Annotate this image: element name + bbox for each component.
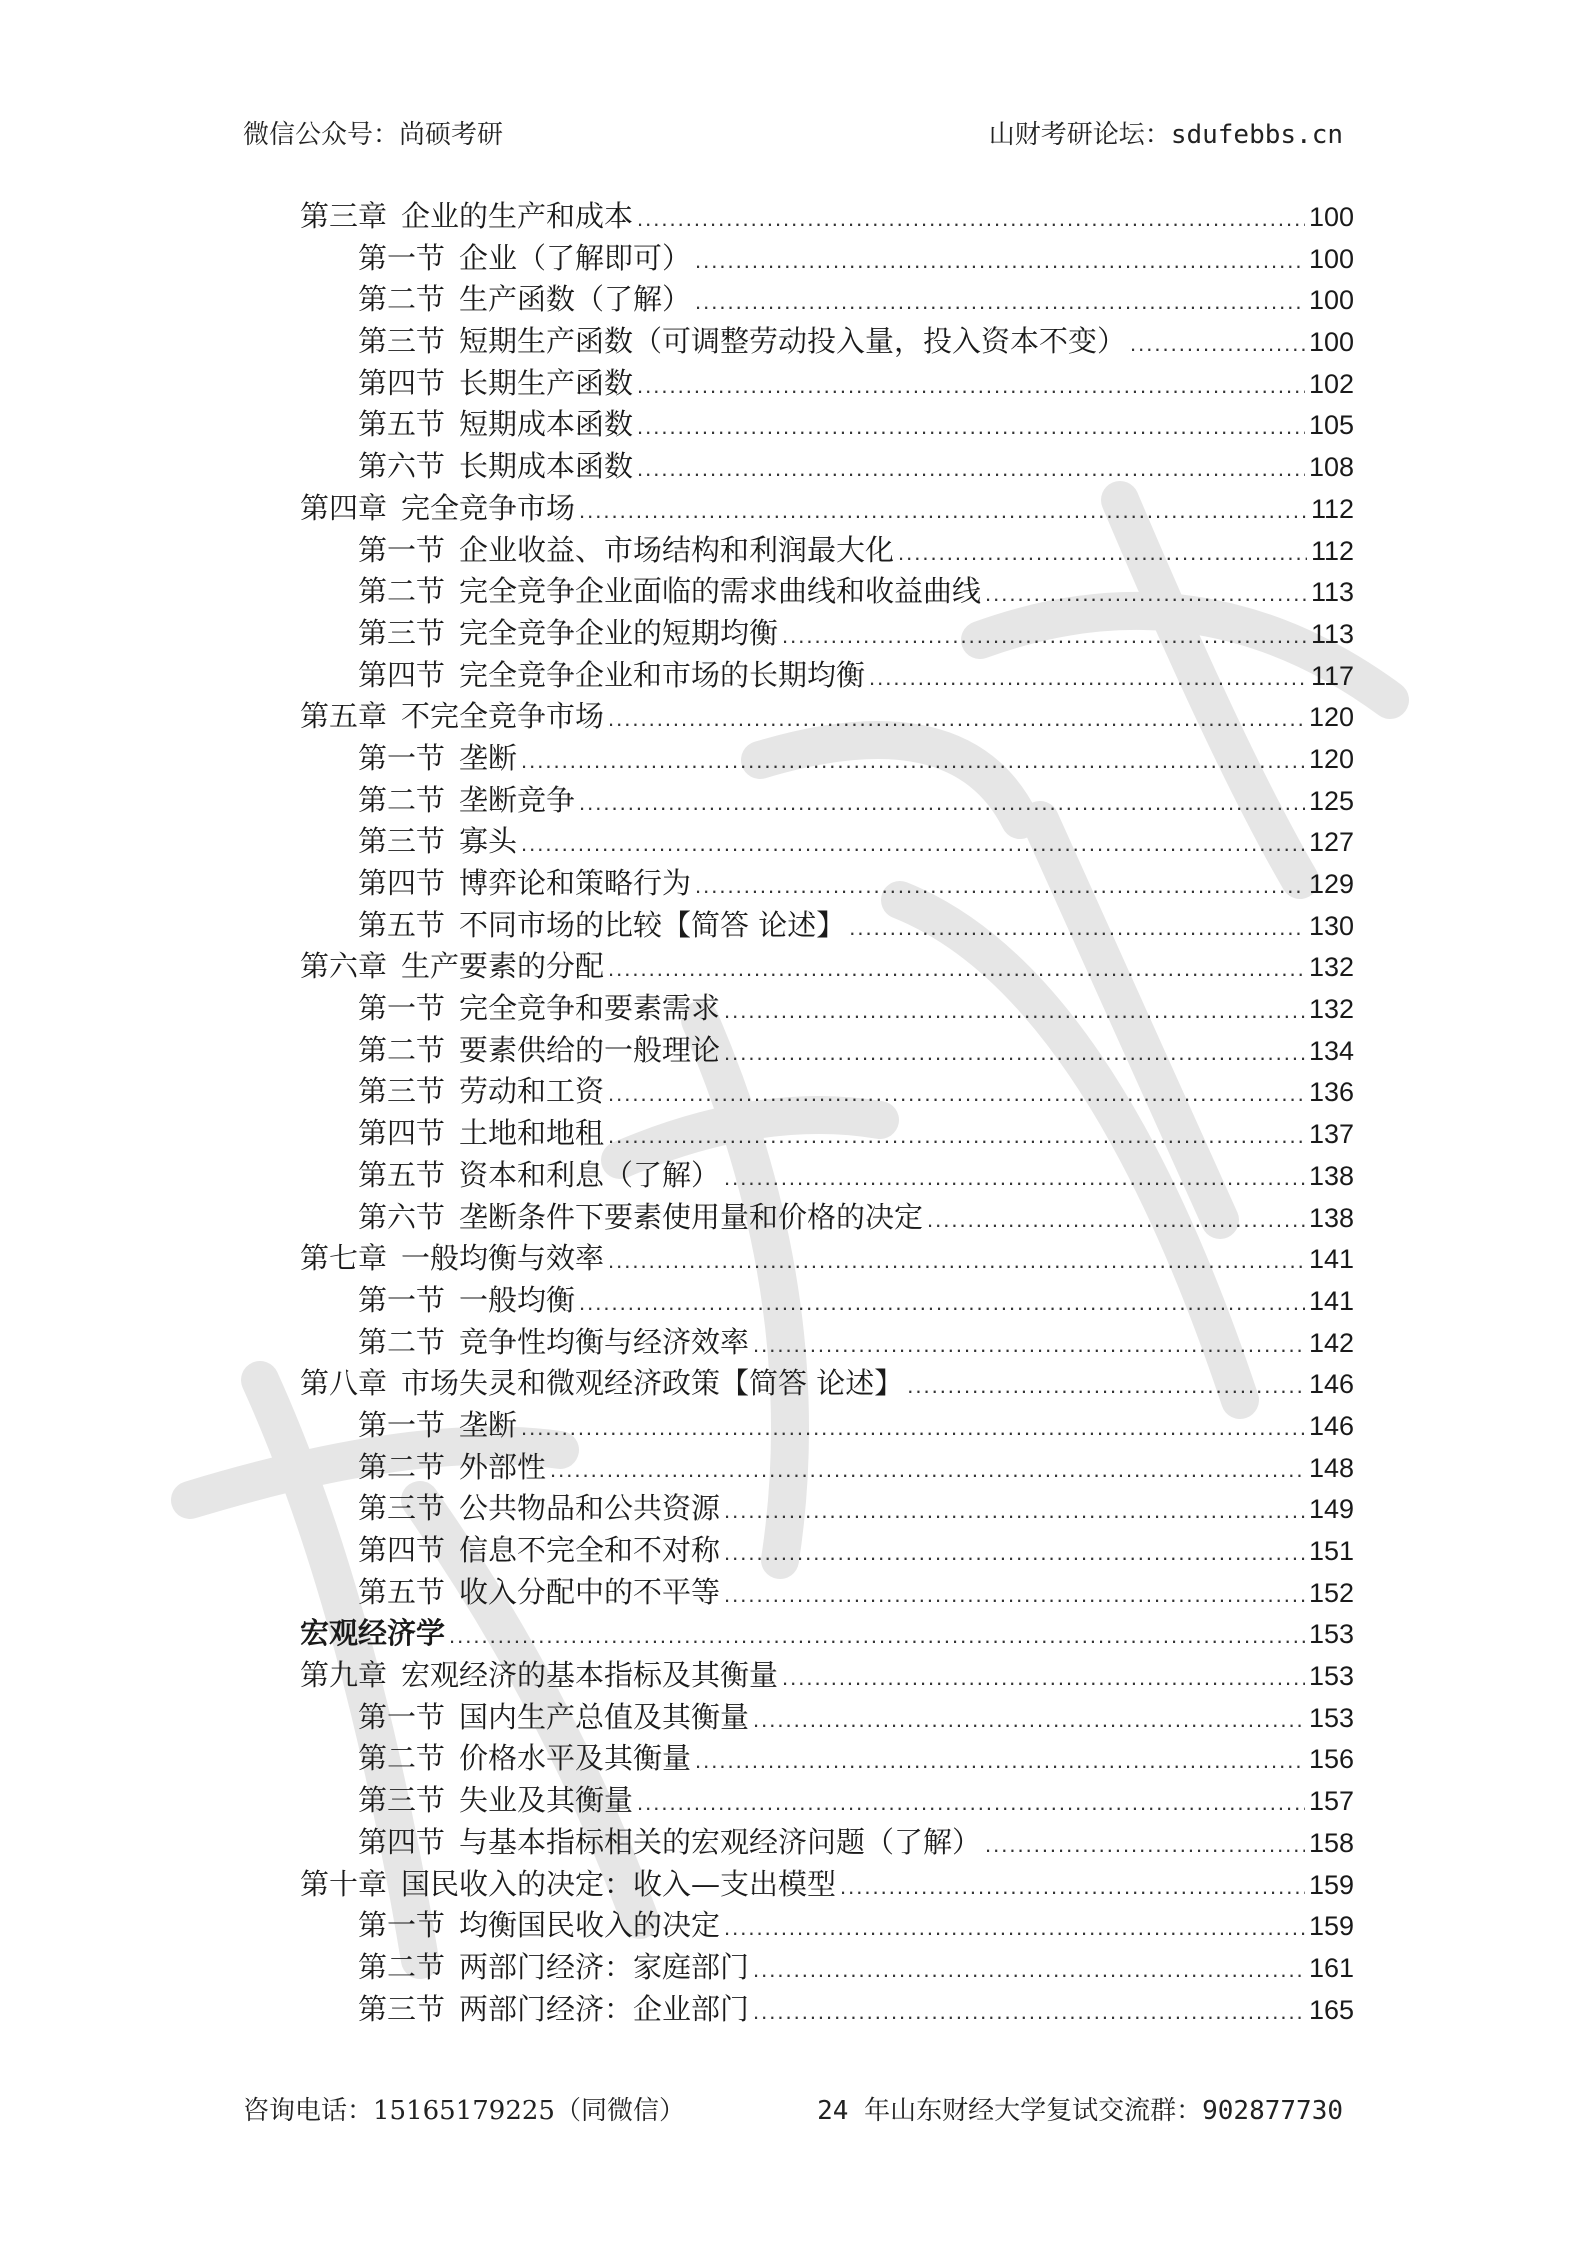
toc-entry-title: 一般均衡与效率 (401, 1241, 605, 1276)
toc-entry-title: 宏观经济的基本指标及其衡量 (401, 1658, 779, 1693)
toc-page-number: 148 (1308, 1452, 1354, 1483)
toc-page-number: 100 (1308, 243, 1354, 274)
toc-dot-leader (753, 1949, 1305, 1991)
toc-dot-leader (782, 615, 1307, 657)
toc-page-number: 117 (1310, 660, 1354, 691)
toc-entry-title: 外部性 (459, 1449, 547, 1484)
toc-page-number: 130 (1308, 910, 1354, 941)
toc-entry-number: 第四节 (358, 1533, 446, 1567)
toc-section-row[interactable] (300, 1989, 1354, 2031)
toc-section-row[interactable] (300, 1738, 1354, 1780)
toc-dot-leader (637, 448, 1305, 490)
toc-dot-leader (753, 1991, 1305, 2033)
toc-page-number: 132 (1308, 952, 1354, 983)
toc-dot-leader (637, 198, 1305, 240)
toc-entry-number: 第一节 (358, 532, 446, 567)
table-of-contents (300, 196, 1354, 2030)
toc-section-row[interactable] (300, 279, 1354, 321)
toc-entry-number: 第六章 (300, 949, 388, 984)
toc-entry-number: 第四节 (358, 365, 446, 400)
toc-entry-number: 第十章 (300, 1866, 388, 1901)
toc-dot-leader (724, 1574, 1305, 1616)
toc-entry-number: 第一节 (358, 240, 446, 275)
toc-dot-leader (869, 657, 1307, 699)
toc-section-row[interactable] (300, 321, 1354, 363)
toc-dot-leader (608, 1115, 1305, 1157)
toc-dot-leader (550, 1449, 1305, 1491)
toc-entry-title: 寡头 (459, 824, 518, 859)
toc-chapter-row[interactable] (300, 1238, 1354, 1280)
toc-dot-leader (724, 1157, 1305, 1199)
toc-entry-title: 与基本指标相关的宏观经济问题（了解） (459, 1824, 982, 1859)
toc-entry-title: 企业收益、市场结构和利润最大化 (459, 532, 895, 567)
toc-section-row[interactable] (300, 1530, 1354, 1572)
toc-entry-number: 第三节 (358, 324, 446, 359)
toc-page-number: 165 (1308, 1994, 1354, 2025)
toc-entry-number: 第二节 (358, 1032, 446, 1067)
toc-page-number: 151 (1308, 1536, 1354, 1566)
toc-section-row[interactable] (300, 988, 1354, 1030)
toc-entry-title: 土地和地租 (459, 1116, 605, 1151)
toc-entry-number: 第五节 (358, 1157, 446, 1192)
toc-entry-number: 第五节 (358, 1574, 446, 1609)
toc-entry-title: 收入分配中的不平等 (459, 1574, 721, 1609)
toc-page-number: 108 (1308, 452, 1354, 483)
toc-dot-leader (608, 698, 1305, 740)
toc-entry-title: 一般均衡 (459, 1282, 576, 1317)
toc-entry-title: 完全竞争企业和市场的长期均衡 (459, 657, 866, 692)
toc-section-row[interactable] (300, 1405, 1354, 1447)
toc-page-number: 120 (1308, 702, 1354, 733)
toc-entry-title: 完全竞争和要素需求 (459, 991, 721, 1026)
toc-section-row[interactable] (300, 404, 1354, 446)
toc-entry-number: 第四节 (358, 866, 446, 900)
toc-chapter-row[interactable] (300, 1613, 1354, 1655)
toc-page-number: 136 (1308, 1077, 1354, 1108)
footer-phone-note: （同微信） (554, 2096, 685, 2126)
toc-entry-title: 要素供给的一般理论 (459, 1032, 721, 1067)
toc-page-number: 129 (1308, 869, 1354, 899)
toc-entry-title: 市场失灵和微观经济政策【简答 论述】 (401, 1366, 904, 1401)
toc-dot-leader (724, 1490, 1305, 1532)
toc-entry-title: 生产要素的分配 (401, 949, 605, 984)
toc-page-number: 132 (1308, 994, 1354, 1025)
toc-page-number: 105 (1308, 410, 1354, 441)
toc-entry-number: 第四节 (358, 1116, 446, 1151)
toc-section-row[interactable] (300, 821, 1354, 863)
toc-page-number: 157 (1308, 1786, 1354, 1817)
toc-section-row[interactable] (300, 571, 1354, 613)
toc-entry-number: 第三节 (358, 824, 446, 859)
toc-chapter-row[interactable] (300, 946, 1354, 988)
toc-entry-number: 第一节 (358, 1282, 446, 1317)
toc-page-number: 153 (1308, 1702, 1354, 1733)
toc-section-row[interactable] (300, 238, 1354, 280)
toc-page-number: 100 (1308, 327, 1354, 358)
toc-entry-number: 第二节 (358, 574, 446, 609)
toc-dot-leader (579, 1282, 1305, 1324)
toc-page-number: 152 (1308, 1577, 1354, 1608)
toc-page-number: 156 (1308, 1744, 1354, 1775)
toc-page-number: 142 (1308, 1327, 1354, 1358)
toc-section-row[interactable] (300, 1780, 1354, 1822)
toc-entry-title: 竞争性均衡与经济效率 (459, 1324, 750, 1359)
toc-dot-leader (695, 281, 1305, 323)
toc-entry-number: 第八章 (300, 1366, 388, 1401)
toc-dot-leader (782, 1657, 1305, 1699)
toc-dot-leader (927, 1199, 1305, 1241)
toc-chapter-row[interactable] (300, 1864, 1354, 1906)
toc-entry-title: 完全竞争市场 (401, 490, 576, 525)
toc-entry-number: 第四章 (300, 490, 388, 525)
toc-chapter-row[interactable] (300, 196, 1354, 238)
toc-dot-leader (724, 1032, 1305, 1074)
toc-entry-number: 第二节 (358, 1949, 446, 1984)
toc-dot-leader (695, 240, 1305, 282)
toc-entry-number: 第三节 (358, 1491, 446, 1526)
toc-entry-number: 第三章 (300, 199, 388, 233)
toc-page-number: 127 (1308, 827, 1354, 858)
toc-page-number: 100 (1308, 202, 1354, 232)
toc-dot-leader (985, 573, 1307, 615)
toc-entry-number: 第一节 (358, 740, 446, 775)
toc-page-number: 120 (1308, 743, 1354, 774)
toc-entry-title: 国民收入的决定：收入—支出模型 (401, 1866, 837, 1901)
toc-entry-number: 第二节 (358, 1741, 446, 1776)
toc-dot-leader (608, 1240, 1305, 1282)
header-forum-label: 山财考研论坛： (988, 120, 1171, 150)
toc-entry-number: 第三节 (358, 1991, 446, 2026)
toc-dot-leader (849, 907, 1305, 949)
header-wechat-account: 微信公众号：尚硕考研 (243, 120, 504, 150)
toc-dot-leader (637, 365, 1305, 407)
toc-page-number: 125 (1308, 785, 1354, 816)
footer-contact-label: 咨询电话： (243, 2096, 374, 2126)
toc-page-number: 141 (1308, 1244, 1354, 1275)
toc-entry-number: 第七章 (300, 1241, 388, 1276)
toc-section-row[interactable] (300, 1071, 1354, 1113)
toc-dot-leader (840, 1866, 1305, 1908)
toc-dot-leader (449, 1615, 1305, 1657)
footer-group: 24 年山东财经大学复试交流群：902877730 (817, 2096, 1343, 2126)
toc-entry-title: 均衡国民收入的决定 (459, 1908, 721, 1943)
toc-entry-title: 完全竞争企业面临的需求曲线和收益曲线 (459, 574, 982, 609)
toc-entry-title: 垄断竞争 (459, 782, 576, 817)
toc-entry-title: 博弈论和策略行为 (459, 866, 692, 900)
toc-entry-title: 劳动和工资 (459, 1074, 605, 1109)
toc-entry-title: 不完全竞争市场 (401, 699, 605, 734)
toc-chapter-row[interactable] (300, 1655, 1354, 1697)
toc-section-row[interactable] (300, 1822, 1354, 1864)
toc-dot-leader (637, 1782, 1305, 1824)
toc-section-row[interactable] (300, 1947, 1354, 1989)
toc-section-row[interactable] (300, 613, 1354, 655)
toc-dot-leader (753, 1699, 1305, 1741)
toc-entry-number: 第一节 (358, 1908, 446, 1943)
toc-entry-number: 第二节 (358, 1449, 446, 1484)
toc-section-row[interactable] (300, 1155, 1354, 1197)
toc-dot-leader (695, 1740, 1305, 1782)
toc-entry-title: 短期生产函数（可调整劳动投入量，投入资本不变） (459, 324, 1127, 359)
toc-dot-leader (608, 948, 1305, 990)
toc-page-number: 146 (1308, 1410, 1354, 1441)
header-forum-site: sdufebbs.cn (1170, 120, 1343, 150)
toc-section-row[interactable] (300, 905, 1354, 947)
toc-entry-title: 长期生产函数 (459, 365, 634, 400)
toc-section-row[interactable] (300, 530, 1354, 572)
toc-chapter-row[interactable] (300, 696, 1354, 738)
toc-page-number: 158 (1308, 1827, 1354, 1858)
footer-phone: 15165179225 (373, 2096, 555, 2126)
toc-section-row[interactable] (300, 446, 1354, 488)
toc-section-row[interactable] (300, 363, 1354, 405)
toc-dot-leader (521, 823, 1305, 865)
toc-entry-number: 第五节 (358, 907, 446, 942)
toc-section-row[interactable] (300, 863, 1354, 905)
toc-page-number: 138 (1308, 1202, 1354, 1233)
toc-dot-leader (579, 490, 1307, 532)
toc-dot-leader (637, 406, 1305, 448)
toc-page-number: 153 (1308, 1619, 1354, 1650)
toc-entry-number: 第四节 (358, 1824, 446, 1859)
toc-page-number: 113 (1310, 577, 1354, 608)
toc-entry-title: 价格水平及其衡量 (459, 1741, 692, 1776)
toc-chapter-row[interactable] (300, 1363, 1354, 1405)
toc-page-number: 159 (1308, 1869, 1354, 1900)
toc-section-row[interactable] (300, 738, 1354, 780)
toc-entry-number: 第五章 (300, 699, 388, 734)
footer-contact (243, 2090, 685, 2127)
header-forum (989, 114, 1343, 151)
toc-entry-title: 两部门经济：企业部门 (459, 1991, 750, 2026)
toc-section-row[interactable] (300, 1447, 1354, 1489)
toc-entry-number: 第一节 (358, 1699, 446, 1734)
toc-dot-leader (898, 532, 1307, 574)
toc-dot-leader (521, 740, 1305, 782)
toc-entry-number: 第一节 (358, 991, 446, 1026)
toc-entry-title: 生产函数（了解） (459, 282, 692, 317)
toc-entry-title: 垄断条件下要素使用量和价格的决定 (459, 1199, 924, 1234)
toc-entry-title: 垄断 (459, 740, 518, 775)
toc-entry-number: 第五节 (358, 407, 446, 442)
toc-page-number: 113 (1310, 618, 1354, 649)
toc-entry-title: 两部门经济：家庭部门 (459, 1949, 750, 1984)
toc-entry-number: 第一节 (358, 1407, 446, 1442)
toc-page-number: 134 (1308, 1035, 1354, 1066)
toc-section-row[interactable] (300, 1280, 1354, 1322)
toc-section-row[interactable] (300, 1322, 1354, 1364)
page-header (243, 114, 1343, 151)
toc-page-number: 153 (1308, 1661, 1354, 1692)
toc-entry-number: 第三节 (358, 615, 446, 650)
toc-page-number: 112 (1310, 535, 1354, 566)
toc-entry-title: 完全竞争企业的短期均衡 (459, 615, 779, 650)
toc-entry-title: 长期成本函数 (459, 449, 634, 484)
toc-section-row[interactable] (300, 1197, 1354, 1239)
toc-entry-title: 公共物品和公共资源 (459, 1491, 721, 1526)
toc-dot-leader (724, 1532, 1305, 1574)
toc-page-number: 146 (1308, 1369, 1354, 1400)
toc-entry-title: 资本和利息（了解） (459, 1157, 721, 1192)
toc-entry-number: 第九章 (300, 1658, 388, 1693)
toc-page-number: 159 (1308, 1911, 1354, 1942)
toc-entry-number: 第六节 (358, 1199, 446, 1234)
toc-dot-leader (608, 1073, 1305, 1115)
toc-section-row[interactable] (300, 1572, 1354, 1614)
toc-page-number: 100 (1308, 285, 1354, 316)
toc-section-row[interactable] (300, 780, 1354, 822)
toc-entry-title: 宏观经济学 (300, 1616, 446, 1651)
toc-dot-leader (907, 1365, 1305, 1407)
toc-page-number: 137 (1308, 1119, 1354, 1150)
toc-page-number: 149 (1308, 1494, 1354, 1525)
toc-entry-number: 第三节 (358, 1783, 446, 1818)
toc-dot-leader (521, 1407, 1305, 1449)
toc-chapter-row[interactable] (300, 488, 1354, 530)
toc-section-row[interactable] (300, 1697, 1354, 1739)
toc-entry-title: 垄断 (459, 1407, 518, 1442)
toc-entry-title: 失业及其衡量 (459, 1783, 634, 1818)
toc-page-number: 141 (1308, 1285, 1354, 1316)
toc-section-row[interactable] (300, 1488, 1354, 1530)
toc-entry-number: 第六节 (358, 449, 446, 484)
toc-section-row[interactable] (300, 1030, 1354, 1072)
toc-dot-leader (724, 1907, 1305, 1949)
toc-entry-title: 企业的生产和成本 (401, 199, 634, 233)
toc-dot-leader (1130, 323, 1305, 365)
toc-page-number: 102 (1308, 368, 1354, 399)
toc-dot-leader (985, 1824, 1305, 1866)
toc-entry-title: 企业（了解即可） (459, 240, 692, 275)
toc-entry-title: 不同市场的比较【简答 论述】 (459, 907, 846, 942)
page-footer (243, 2090, 1343, 2127)
toc-dot-leader (579, 782, 1305, 824)
toc-entry-number: 第四节 (358, 657, 446, 692)
toc-entry-number: 第三节 (358, 1074, 446, 1109)
toc-dot-leader (695, 865, 1305, 907)
toc-section-row[interactable] (300, 1905, 1354, 1947)
toc-dot-leader (753, 1324, 1305, 1366)
toc-entry-title: 短期成本函数 (459, 407, 634, 442)
toc-dot-leader (724, 990, 1305, 1032)
toc-section-row[interactable] (300, 1113, 1354, 1155)
toc-section-row[interactable] (300, 655, 1354, 697)
toc-page-number: 161 (1308, 1952, 1354, 1983)
toc-entry-title: 信息不完全和不对称 (459, 1533, 721, 1567)
toc-entry-number: 第二节 (358, 1324, 446, 1359)
toc-entry-number: 第二节 (358, 782, 446, 817)
toc-entry-number: 第二节 (358, 282, 446, 317)
toc-entry-title: 国内生产总值及其衡量 (459, 1699, 750, 1734)
toc-page-number: 138 (1308, 1160, 1354, 1191)
toc-page-number: 112 (1310, 493, 1354, 524)
